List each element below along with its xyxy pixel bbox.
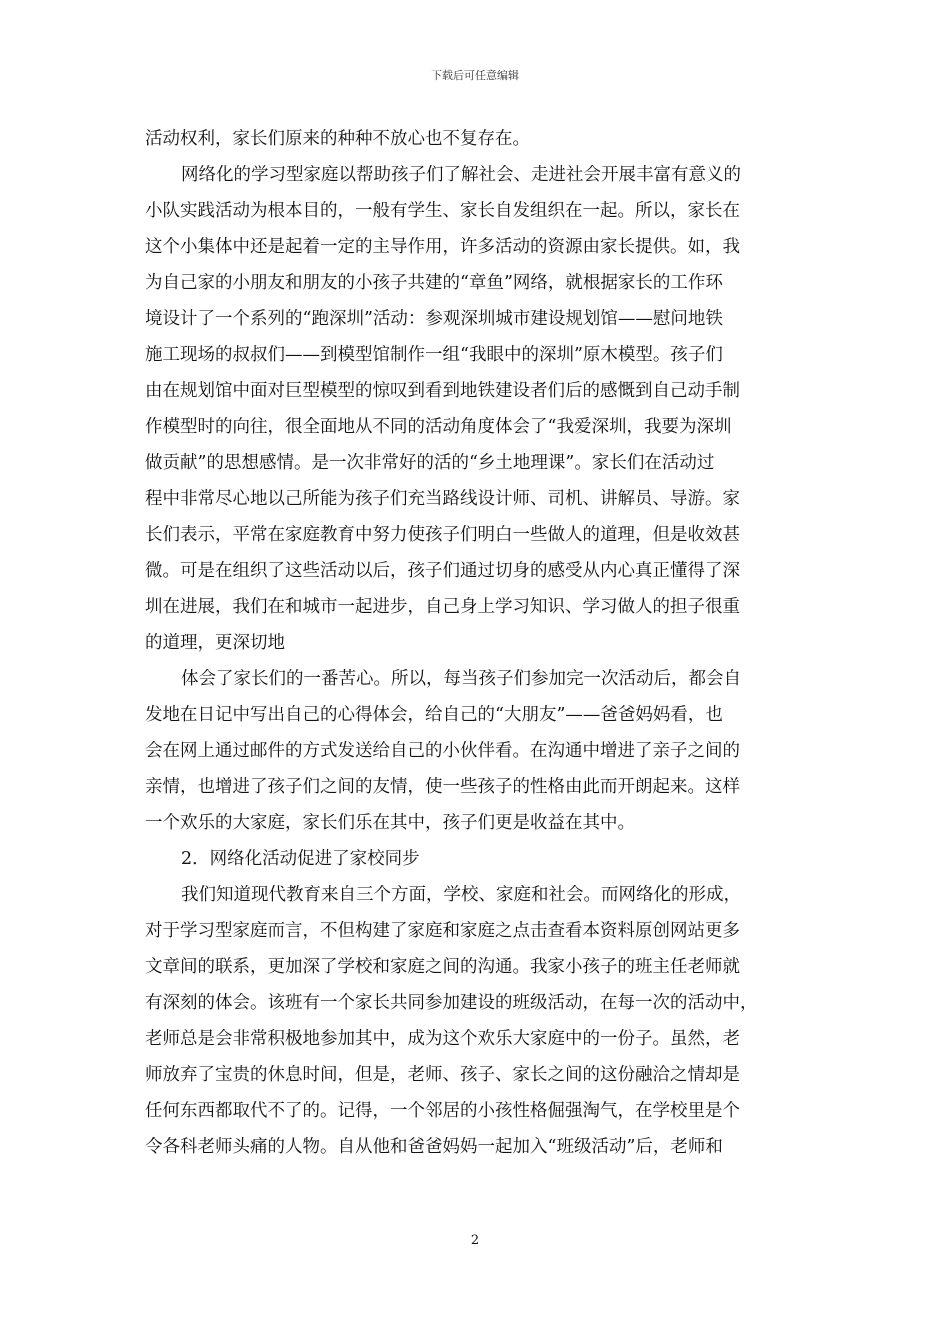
text-line: 令各科老师头痛的人物。自从他和爸爸妈妈一起加入“班级活动”后，老师和	[145, 1137, 723, 1157]
text-line: 文章间的联系，更加深了学校和家庭之间的沟通。我家小孩子的班主任老师就	[145, 957, 740, 977]
text-line: 老师总是会非常积极地参加其中，成为这个欢乐大家庭中的一份子。虽然，老	[145, 1029, 740, 1049]
page-header: 下载后可任意编辑	[431, 69, 519, 82]
text-line: 活动权利，家长们原来的种种不放心也不复存在。	[145, 129, 530, 149]
text-line: 微。可是在组织了这些活动以后，孩子们通过切身的感受从内心真正懂得了深	[145, 561, 740, 581]
text-line: 一个欢乐的大家庭，家长们乐在其中，孩子们更是收益在其中。	[145, 813, 635, 833]
text-line: 施工现场的叔叔们——到模型馆制作一组“我眼中的深圳”原木模型。孩子们	[145, 345, 723, 365]
text-line: 发地在日记中写出自己的心得体会，给自己的“大朋友”——爸爸妈妈看，也	[145, 705, 723, 725]
text-line: 圳在进展，我们在和城市一起进步，自己身上学习知识、学习做人的担子很重	[145, 597, 740, 617]
text-line: 这个小集体中还是起着一定的主导作用，许多活动的资源由家长提供。如，我	[145, 237, 740, 257]
page-number: 2	[470, 1233, 480, 1248]
text-line: 由在规划馆中面对巨型模型的惊叹到看到地铁建设者们后的感慨到自己动手制	[145, 381, 740, 401]
text-line: 对于学习型家庭而言，不但构建了家庭和家庭之点击查看本资料原创网站更多	[145, 921, 740, 941]
text-line: 为自己家的小朋友和朋友的小孩子共建的“章鱼”网络，就根据家长的工作环	[145, 273, 723, 293]
text-line: 作模型时的向往，很全面地从不同的活动角度体会了“我爱深圳，我要为深圳	[145, 417, 732, 437]
text-line: 我们知道现代教育来自三个方面，学校、家庭和社会。而网络化的形成，	[181, 885, 741, 905]
text-line: 程中非常尽心地以己所能为孩子们充当路线设计师、司机、讲解员、导游。家	[145, 489, 740, 509]
text-line: 会在网上通过邮件的方式发送给自己的小伙伴看。在沟通中增进了亲子之间的	[145, 741, 740, 761]
document-body	[145, 121, 809, 1165]
text-line: 做贡献”的思想感情。是一次非常好的活的“乡土地理课”。家长们在活动过	[145, 453, 715, 473]
text-line: 小队实践活动为根本目的，一般有学生、家长自发组织在一起。所以，家长在	[145, 201, 740, 221]
text-line: 任何东西都取代不了的。记得，一个邻居的小孩性格倔强淘气，在学校里是个	[145, 1101, 740, 1121]
text-line: 的道理，更深切地	[145, 633, 285, 653]
text-line: 2．网络化活动促进了家校同步	[181, 849, 420, 869]
text-line: 亲情，也增进了孩子们之间的友情，使一些孩子的性格由此而开朗起来。这样	[145, 777, 740, 797]
text-line: 师放弃了宝贵的休息时间，但是，老师、孩子、家长之间的这份融洽之情却是	[145, 1065, 740, 1085]
text-line: 长们表示，平常在家庭教育中努力使孩子们明白一些做人的道理，但是收效甚	[145, 525, 740, 545]
text-line: 体会了家长们的一番苦心。所以，每当孩子们参加完一次活动后，都会自	[181, 669, 741, 689]
text-line: 网络化的学习型家庭以帮助孩子们了解社会、走进社会开展丰富有意义的	[181, 165, 741, 185]
text-line: 有深刻的体会。该班有一个家长共同参加建设的班级活动，在每一次的活动中，	[145, 993, 758, 1013]
text-line: 境设计了一个系列的“跑深圳”活动：参观深圳城市建设规划馆——慰问地铁	[145, 309, 723, 329]
